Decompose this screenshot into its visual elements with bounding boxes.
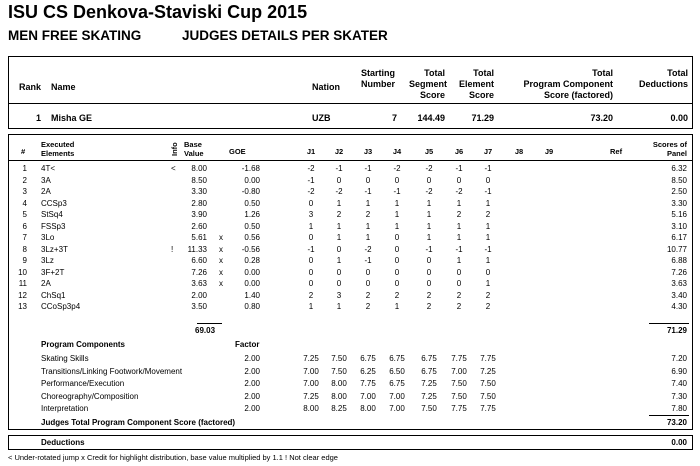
element-judge-score: 1 — [336, 233, 342, 242]
ref-header: Ref — [610, 147, 623, 156]
total-segment-header: Total Segment Score — [409, 68, 448, 100]
element-judge-score: 1 — [336, 221, 342, 231]
element-number: 13 — [18, 302, 27, 311]
component-row — [9, 379, 692, 388]
element-name: CCoSp3p4 — [41, 302, 81, 311]
element-goe: 0.28 — [244, 256, 260, 265]
element-judge-score: 2 — [456, 290, 462, 300]
element-name: 3Lz+3T — [41, 244, 68, 254]
element-base-value: 8.00 — [191, 164, 207, 173]
element-row — [9, 233, 692, 242]
element-judge-score: 0 — [336, 267, 342, 277]
component-factor: 2.00 — [244, 366, 260, 376]
element-judge-score: 1 — [308, 302, 314, 311]
element-judge-score: -2 — [425, 164, 433, 173]
component-judge-score: 7.50 — [331, 366, 347, 376]
starting-number-header: Starting Number — [361, 68, 396, 89]
scores-header: Scores of Panel — [652, 140, 687, 158]
component-judge-score: 7.50 — [480, 379, 496, 388]
judge-header-8: J8 — [514, 147, 524, 156]
pcs-total: 73.20 — [666, 418, 687, 427]
component-judge-score: 7.50 — [421, 404, 437, 413]
name-header: Name — [51, 82, 76, 92]
element-judge-score: 1 — [365, 221, 371, 231]
element-judge-score: 2 — [365, 290, 371, 300]
skater-total-pcs: 73.20 — [590, 113, 613, 123]
element-name: ChSq1 — [41, 290, 66, 300]
element-info: < — [171, 164, 176, 173]
element-base-value: 2.00 — [191, 290, 207, 300]
element-goe: 0.00 — [244, 175, 260, 185]
base-total: 69.03 — [195, 326, 216, 335]
component-judge-score: 7.00 — [303, 379, 319, 388]
component-panel-score: 7.40 — [671, 379, 687, 388]
element-panel-score: 10.77 — [666, 244, 687, 254]
component-judge-score: 7.75 — [451, 354, 467, 363]
element-base-value: 6.60 — [191, 256, 207, 265]
element-judge-score: 0 — [485, 267, 491, 277]
component-judge-score: 8.25 — [331, 404, 347, 413]
element-judge-score: 1 — [365, 198, 371, 208]
element-judge-score: -1 — [425, 244, 433, 254]
element-base-value: 5.61 — [191, 233, 207, 242]
component-judge-score: 8.00 — [360, 404, 376, 413]
element-number: 3 — [22, 187, 27, 196]
element-row — [9, 256, 692, 265]
component-judge-score: 6.25 — [360, 366, 376, 376]
element-panel-score: 6.88 — [671, 256, 687, 265]
element-judge-score: -2 — [393, 164, 401, 173]
component-judge-score: 7.50 — [451, 391, 467, 401]
element-number: 12 — [18, 290, 27, 300]
element-panel-score: 7.26 — [671, 267, 687, 277]
element-panel-score: 5.16 — [671, 210, 687, 219]
summary-box — [8, 56, 693, 129]
element-judge-score: 2 — [365, 210, 371, 219]
element-judge-score: -2 — [335, 187, 343, 196]
element-judge-score: 2 — [426, 302, 432, 311]
component-row — [9, 354, 692, 363]
element-judge-score: -1 — [364, 164, 372, 173]
element-judge-score: 0 — [426, 175, 432, 185]
component-judge-score: 6.75 — [421, 354, 437, 363]
element-panel-score: 3.40 — [671, 290, 687, 300]
element-base-value: 8.50 — [191, 175, 207, 185]
element-judge-score: 1 — [426, 233, 432, 242]
details-box — [8, 134, 693, 430]
component-judge-score: 7.75 — [360, 379, 376, 388]
component-judge-score: 7.00 — [360, 391, 376, 401]
component-name: Choreography/Composition — [41, 391, 139, 401]
element-panel-score: 3.30 — [671, 198, 687, 208]
element-base-value: 11.33 — [187, 244, 207, 254]
component-factor: 2.00 — [244, 404, 260, 413]
total-element-header: Total Element Score — [458, 68, 494, 100]
nation-header: Nation — [312, 82, 340, 92]
element-judge-score: 1 — [426, 198, 432, 208]
element-panel-score: 4.30 — [671, 302, 687, 311]
element-judge-score: 0 — [426, 256, 432, 265]
report-title: JUDGES DETAILS PER SKATER — [182, 28, 388, 43]
element-judge-score: 0 — [456, 279, 462, 288]
element-judge-score: 1 — [456, 221, 462, 231]
judge-header-4: J4 — [392, 147, 402, 156]
component-judge-score: 7.25 — [421, 379, 437, 388]
element-judge-score: -1 — [455, 164, 463, 173]
element-row — [9, 210, 692, 219]
element-number: 7 — [22, 233, 27, 242]
element-judge-score: 0 — [394, 233, 400, 242]
element-goe: 1.26 — [244, 210, 260, 219]
judge-header-7: J7 — [483, 147, 493, 156]
element-name: 3Lo — [41, 233, 55, 242]
element-name: CCSp3 — [41, 198, 67, 208]
element-row — [9, 268, 692, 277]
component-panel-score: 7.20 — [671, 354, 687, 363]
element-judge-score: -1 — [364, 187, 372, 196]
component-judge-score: 7.25 — [421, 391, 437, 401]
pcs-total-label: Judges Total Program Component Score (factored) — [41, 418, 236, 427]
segment-title: MEN FREE SKATING — [8, 28, 142, 43]
element-judge-score: 0 — [365, 279, 371, 288]
element-info: ! — [171, 244, 174, 254]
element-number: 1 — [22, 164, 27, 173]
element-number: 2 — [22, 175, 27, 185]
skater-rank: 1 — [36, 113, 42, 123]
element-judge-score: 0 — [485, 175, 491, 185]
element-judge-score: 1 — [394, 302, 400, 311]
element-judge-score: 0 — [394, 256, 400, 265]
element-row — [9, 176, 692, 185]
element-judge-score: 0 — [308, 267, 314, 277]
element-judge-score: 2 — [336, 210, 342, 219]
element-judge-score: -1 — [364, 256, 372, 265]
element-judge-score: 2 — [485, 290, 491, 300]
element-judge-score: 1 — [485, 221, 491, 231]
element-number: 10 — [18, 267, 27, 277]
element-judge-score: 0 — [365, 267, 371, 277]
element-judge-score: 2 — [426, 290, 432, 300]
component-factor: 2.00 — [244, 354, 260, 363]
deductions-value: 0.00 — [671, 438, 687, 447]
skater-name: Misha GE — [51, 113, 93, 123]
element-judge-score: 0 — [394, 267, 400, 277]
factor-header: Factor — [235, 340, 260, 349]
element-judge-score: 2 — [365, 302, 371, 311]
skater-total-deductions: 0.00 — [670, 113, 688, 123]
component-judge-score: 6.75 — [389, 379, 405, 388]
element-judge-score: 1 — [394, 210, 400, 219]
pc-title: Program Components — [41, 340, 126, 349]
element-bonus-marker: x — [219, 244, 223, 254]
element-goe: 0.00 — [244, 279, 260, 288]
element-goe: -0.56 — [241, 244, 260, 254]
judge-header-6: J6 — [454, 147, 464, 156]
element-judge-score: 0 — [365, 175, 371, 185]
element-row — [9, 279, 692, 288]
element-judge-score: -2 — [364, 244, 372, 254]
element-panel-score: 6.17 — [671, 233, 687, 242]
element-judge-score: 1 — [456, 256, 462, 265]
element-name: FSSp3 — [41, 221, 66, 231]
element-panel-score: 6.32 — [671, 164, 687, 173]
element-judge-score: -2 — [307, 164, 315, 173]
element-number: 6 — [22, 221, 27, 231]
element-row — [9, 245, 692, 254]
component-judge-score: 7.75 — [480, 354, 496, 363]
element-name: 3A — [41, 175, 51, 185]
component-factor: 2.00 — [244, 379, 260, 388]
num-header: # — [21, 147, 26, 156]
element-row — [9, 222, 692, 231]
element-judge-score: 1 — [485, 198, 491, 208]
element-goe: 0.80 — [244, 302, 260, 311]
element-row — [9, 291, 692, 300]
component-judge-score: 7.50 — [451, 379, 467, 388]
executed-header: Executed Elements — [41, 140, 75, 158]
component-judge-score: 7.00 — [451, 366, 467, 376]
component-judge-score: 6.50 — [389, 366, 405, 376]
element-goe: 0.56 — [244, 233, 260, 242]
total-deductions-header: Total Deductions — [638, 68, 688, 89]
element-number: 11 — [18, 279, 27, 288]
component-row — [9, 367, 692, 376]
element-judge-score: 0 — [308, 256, 314, 265]
element-judge-score: 2 — [485, 210, 491, 219]
element-judge-score: -1 — [307, 175, 315, 185]
element-judge-score: -1 — [484, 244, 492, 254]
element-judge-score: 0 — [394, 175, 400, 185]
element-row — [9, 164, 692, 173]
element-panel-score: 3.63 — [671, 279, 687, 288]
element-base-value: 3.90 — [191, 210, 207, 219]
element-number: 9 — [22, 256, 27, 265]
element-judge-score: 0 — [394, 244, 400, 254]
element-base-value: 7.26 — [191, 267, 207, 277]
component-panel-score: 7.30 — [671, 391, 687, 401]
element-judge-score: 1 — [485, 279, 491, 288]
component-judge-score: 7.25 — [480, 366, 496, 376]
component-row — [9, 392, 692, 401]
element-number: 8 — [22, 244, 27, 254]
element-judge-score: 1 — [485, 256, 491, 265]
element-number: 5 — [22, 210, 27, 219]
element-judge-score: 0 — [426, 279, 432, 288]
component-name: Interpretation — [41, 404, 89, 413]
judge-header-3: J3 — [363, 147, 373, 156]
element-goe: 0.50 — [244, 221, 260, 231]
element-judge-score: 1 — [336, 256, 342, 265]
element-base-value: 2.80 — [191, 198, 207, 208]
element-judge-score: 1 — [394, 198, 400, 208]
component-judge-score: 7.50 — [480, 391, 496, 401]
element-base-value: 3.63 — [191, 279, 207, 288]
component-name: Performance/Execution — [41, 379, 125, 388]
element-judge-score: -2 — [455, 187, 463, 196]
element-total: 71.29 — [666, 326, 687, 335]
component-judge-score: 6.75 — [360, 354, 376, 363]
element-judge-score: 0 — [456, 267, 462, 277]
element-panel-score: 3.10 — [671, 221, 687, 231]
element-judge-score: 0 — [456, 175, 462, 185]
element-judge-score: 0 — [336, 244, 342, 254]
component-name: Transitions/Linking Footwork/Movement — [41, 366, 183, 376]
component-panel-score: 7.80 — [671, 404, 687, 413]
element-judge-score: 1 — [426, 221, 432, 231]
element-judge-score: 1 — [456, 198, 462, 208]
element-goe: -0.80 — [241, 187, 260, 196]
deductions-label: Deductions — [41, 438, 85, 447]
element-judge-score: 1 — [365, 233, 371, 242]
component-judge-score: 7.00 — [389, 404, 405, 413]
component-judge-score: 8.00 — [331, 379, 347, 388]
element-judge-score: -1 — [307, 244, 315, 254]
element-judge-score: -1 — [455, 244, 463, 254]
component-panel-score: 6.90 — [671, 366, 687, 376]
component-judge-score: 7.25 — [303, 391, 319, 401]
component-judge-score: 7.00 — [389, 391, 405, 401]
element-judge-score: -1 — [484, 164, 492, 173]
element-judge-score: -2 — [425, 187, 433, 196]
element-judge-score: 2 — [394, 290, 400, 300]
component-judge-score: 7.75 — [451, 404, 467, 413]
element-judge-score: 1 — [336, 198, 342, 208]
event-title: ISU CS Denkova-Staviski Cup 2015 — [8, 2, 308, 22]
element-judge-score: 2 — [456, 210, 462, 219]
element-goe: -1.68 — [241, 164, 260, 173]
component-name: Skating Skills — [41, 354, 89, 363]
element-number: 4 — [22, 198, 27, 208]
element-panel-score: 2.50 — [671, 187, 687, 196]
element-name: 2A — [41, 187, 51, 196]
element-goe: 0.50 — [244, 198, 260, 208]
element-bonus-marker: x — [219, 279, 223, 288]
element-judge-score: 0 — [308, 198, 314, 208]
element-judge-score: -1 — [393, 187, 401, 196]
skater-starting-number: 7 — [392, 113, 398, 123]
element-judge-score: 0 — [336, 279, 342, 288]
element-judge-score: 1 — [456, 233, 462, 242]
element-judge-score: 0 — [308, 279, 314, 288]
element-goe: 0.00 — [244, 267, 260, 277]
element-judge-score: 0 — [308, 233, 314, 242]
judge-header-1: J1 — [306, 147, 316, 156]
element-judge-score: 0 — [336, 175, 342, 185]
element-base-value: 3.50 — [191, 302, 207, 311]
footnote: < Under-rotated jump x Credit for highlight distribution, base value multiplied by 1.1 ! Not clear edge — [8, 453, 338, 462]
component-factor: 2.00 — [244, 391, 260, 401]
skater-nation: UZB — [312, 113, 331, 123]
component-row — [9, 404, 692, 413]
rank-header: Rank — [19, 82, 42, 92]
element-bonus-marker: x — [219, 267, 223, 277]
deductions-box — [8, 435, 693, 450]
component-judge-score: 7.00 — [303, 366, 319, 376]
element-name: 3Lz — [41, 256, 54, 265]
element-judge-score: -1 — [335, 164, 343, 173]
component-judge-score: 6.75 — [421, 366, 437, 376]
element-base-value: 2.60 — [191, 221, 207, 231]
component-judge-score: 8.00 — [303, 404, 319, 413]
element-judge-score: 2 — [456, 302, 462, 311]
component-judge-score: 7.75 — [480, 404, 496, 413]
element-judge-score: -2 — [307, 187, 315, 196]
element-judge-score: -1 — [484, 187, 492, 196]
element-name: StSq4 — [41, 210, 63, 219]
judge-header-2: J2 — [334, 147, 344, 156]
element-judge-score: 1 — [308, 221, 314, 231]
element-row — [9, 302, 692, 311]
component-judge-score: 7.25 — [303, 354, 319, 363]
element-judge-score: 0 — [426, 267, 432, 277]
skater-total-segment: 144.49 — [417, 113, 445, 123]
element-panel-score: 8.50 — [671, 175, 687, 185]
element-judge-score: 2 — [485, 302, 491, 311]
element-row — [9, 187, 692, 196]
total-pcs-header: Total Program Component Score (factored) — [523, 68, 613, 100]
element-judge-score: 1 — [485, 233, 491, 242]
element-row — [9, 199, 692, 208]
info-header: Info — [170, 142, 179, 156]
element-judge-score: 2 — [308, 290, 314, 300]
judge-header-9: J9 — [544, 147, 554, 156]
element-goe: 1.40 — [244, 290, 260, 300]
element-name: 4T< — [41, 164, 56, 173]
element-judge-score: 0 — [394, 279, 400, 288]
component-judge-score: 7.50 — [331, 354, 347, 363]
element-judge-score: 1 — [426, 210, 432, 219]
element-judge-score: 1 — [394, 221, 400, 231]
goe-header: GOE — [229, 147, 246, 156]
base-header: Base Value — [184, 140, 204, 158]
component-judge-score: 8.00 — [331, 391, 347, 401]
skater-total-element: 71.29 — [471, 113, 494, 123]
element-name: 2A — [41, 279, 51, 288]
element-name: 3F+2T — [41, 267, 65, 277]
element-bonus-marker: x — [219, 233, 223, 242]
element-bonus-marker: x — [219, 256, 223, 265]
element-judge-score: 1 — [336, 302, 342, 311]
component-judge-score: 6.75 — [389, 354, 405, 363]
judge-header-5: J5 — [424, 147, 434, 156]
element-judge-score: 3 — [308, 210, 314, 219]
element-base-value: 3.30 — [191, 187, 207, 196]
element-judge-score: 3 — [336, 290, 342, 300]
